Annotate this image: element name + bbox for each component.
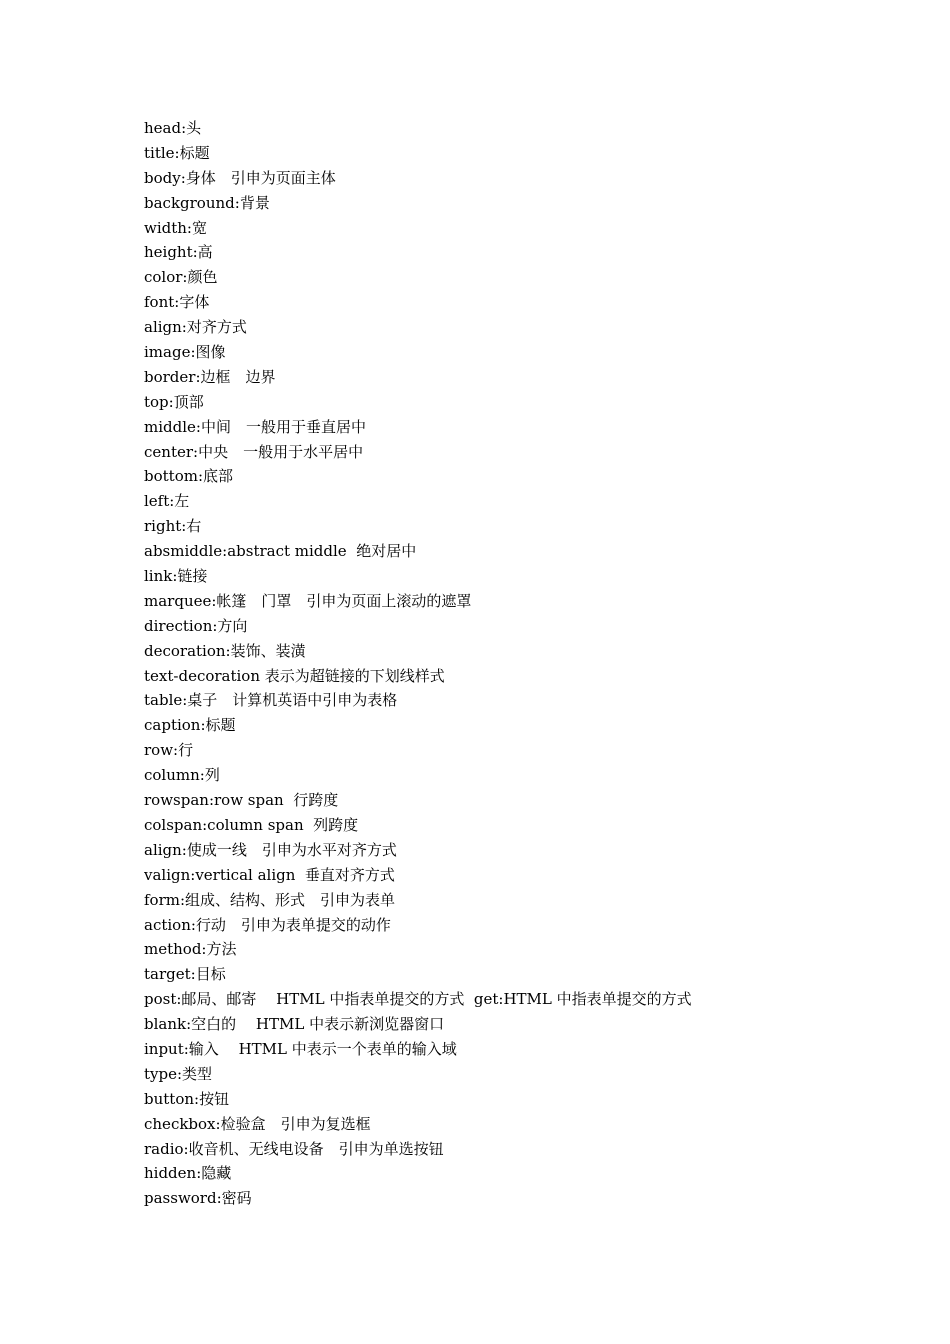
glossary-line: width:宽 [144, 218, 207, 237]
glossary-line: font:字体 [144, 293, 210, 312]
glossary-line: marquee:帐篷 门罩 引申为页面上滚动的遮罩 [144, 591, 472, 610]
glossary-line: blank:空白的 HTML 中表示新浏览器窗口 [144, 1015, 445, 1034]
glossary-line: post:邮局、邮寄 HTML 中指表单提交的方式 get:HTML 中指表单提交的方式 [144, 990, 692, 1009]
glossary-line: direction:方向 [144, 616, 248, 635]
glossary-line: height:高 [144, 243, 213, 262]
glossary-line: radio:收音机、无线电设备 引申为单选按钮 [144, 1139, 444, 1158]
glossary-line: table:桌子 计算机英语中引申为表格 [144, 691, 398, 710]
glossary-line: target:目标 [144, 965, 226, 984]
glossary-line: middle:中间 一般用于垂直居中 [144, 417, 366, 436]
glossary-line: left:左 [144, 492, 190, 511]
glossary-line: image:图像 [144, 343, 226, 362]
glossary-line: checkbox:检验盒 引申为复选框 [144, 1114, 371, 1133]
glossary-line: input:输入 HTML 中表示一个表单的输入域 [144, 1039, 457, 1058]
glossary-line: button:按钮 [144, 1089, 230, 1108]
glossary-line: column:列 [144, 766, 220, 785]
glossary-line: valign:vertical align 垂直对齐方式 [144, 865, 395, 884]
glossary-line: hidden:隐藏 [144, 1164, 232, 1183]
glossary-line: colspan:column span 列跨度 [144, 815, 359, 834]
glossary-line: body:身体 引申为页面主体 [144, 168, 336, 187]
glossary-line: right:右 [144, 517, 202, 536]
glossary-list [144, 116, 904, 1211]
glossary-line: type:类型 [144, 1064, 213, 1083]
glossary-line: text-decoration 表示为超链接的下划线样式 [144, 666, 445, 685]
glossary-line: border:边框 边界 [144, 367, 276, 386]
glossary-line: row:行 [144, 741, 194, 760]
glossary-line: method:方法 [144, 940, 237, 959]
glossary-line: align:对齐方式 [144, 318, 247, 337]
glossary-line: bottom:底部 [144, 467, 233, 486]
glossary-line: password:密码 [144, 1189, 252, 1208]
glossary-line: color:颜色 [144, 268, 218, 287]
glossary-line: form:组成、结构、形式 引申为表单 [144, 890, 396, 909]
glossary-line: top:顶部 [144, 392, 204, 411]
glossary-line: title:标题 [144, 143, 210, 162]
glossary-line: head:头 [144, 119, 202, 137]
glossary-line: absmiddle:abstract middle 绝对居中 [144, 542, 417, 561]
glossary-line: caption:标题 [144, 716, 236, 735]
glossary-line: rowspan:row span 行跨度 [144, 791, 339, 810]
glossary-line: link:链接 [144, 567, 208, 586]
glossary-line: background:背景 [144, 193, 270, 212]
glossary-line: center:中央 一般用于水平居中 [144, 442, 364, 461]
glossary-line: action:行动 引申为表单提交的动作 [144, 915, 391, 934]
glossary-line: align:使成一线 引申为水平对齐方式 [144, 840, 397, 859]
glossary-line: decoration:装饰、装潢 [144, 641, 306, 660]
